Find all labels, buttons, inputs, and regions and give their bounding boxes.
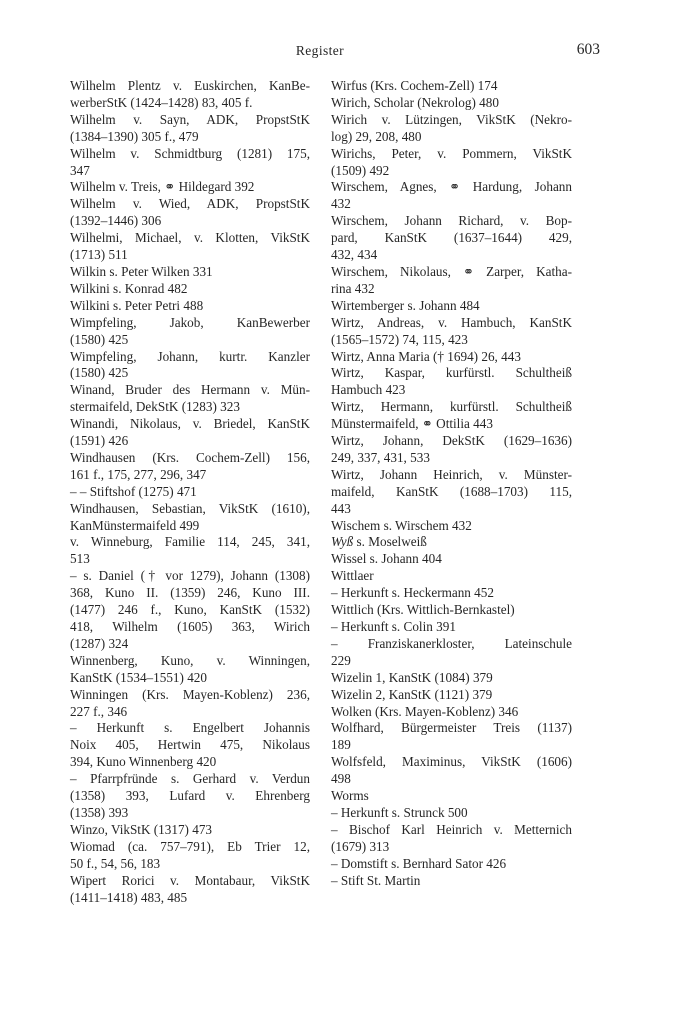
index-entry-line: – s. Daniel († vor 1279), Johann (1308) [70, 568, 310, 584]
index-entry-line: Wolfhard, Bürgermeister Treis (1137) [331, 720, 572, 736]
index-entry-line: Wolken (Krs. Mayen-Koblenz) 346 [331, 703, 519, 719]
index-entry-line: (1384–1390) 305 f., 479 [70, 128, 199, 144]
index-entry [70, 653, 310, 687]
index-entry-line: Wirtemberger s. Johann 484 [331, 297, 480, 313]
index-entry-line: Windhausen, Sebastian, VikStK (1610), [70, 500, 310, 516]
index-entry-line: Münstermaifeld, ⚭ Ottilia 443 [331, 416, 493, 432]
index-entry-line: Wimpfeling, Johann, kurtr. Kanzler [70, 348, 310, 364]
index-entry [331, 873, 572, 890]
index-entry [331, 264, 572, 298]
index-entry [331, 822, 572, 856]
index-entry-line: Wirschem, Agnes, ⚭ Hardung, Johann [331, 179, 572, 195]
index-entry-line: – Stift St. Martin [331, 872, 421, 888]
index-entry-line: Wiomad (ca. 757–791), Eb Trier 12, [70, 838, 310, 854]
index-entry [331, 568, 572, 585]
index-entry [70, 771, 310, 822]
index-entry-line: – – Stiftshof (1275) 471 [70, 483, 197, 499]
index-entry-line: (1565–1572) 74, 115, 423 [331, 331, 468, 347]
index-entry [70, 450, 310, 484]
index-entry-line: 498 [331, 771, 351, 787]
index-entry [70, 568, 310, 653]
index-entry-line: (1580) 425 [70, 331, 129, 347]
index-entry-line: Winningen (Krs. Mayen-Koblenz) 236, [70, 686, 310, 702]
index-entry [331, 687, 572, 704]
index-entry-line: (1411–1418) 483, 485 [70, 889, 188, 905]
index-entry [70, 839, 310, 873]
index-entry-line: – Herkunft s. Heckermann 452 [331, 585, 494, 601]
index-entry [331, 585, 572, 602]
index-entry-line: Wilkini s. Peter Petri 488 [70, 297, 204, 313]
index-entry [70, 873, 310, 907]
index-entry [70, 196, 310, 230]
index-entry-line: (1477) 246 f., Kuno, KanStK (1532) [70, 602, 310, 618]
index-entry [331, 365, 572, 399]
index-entry [70, 416, 310, 450]
index-entry-line: log) 29, 208, 480 [331, 128, 422, 144]
index-entry-line: Wilhelm v. Treis, ⚭ Hildegard 392 [70, 179, 255, 195]
index-entry [331, 399, 572, 433]
index-entry [70, 382, 310, 416]
index-entry-line: – Domstift s. Bernhard Sator 426 [331, 855, 507, 871]
running-title: Register [295, 43, 345, 58]
index-entry-line: – Herkunft s. Engelbert Johannis [70, 720, 310, 736]
index-entry-line: 229 [331, 652, 351, 668]
index-entry-line: Wirich, Scholar (Nekrolog) 480 [331, 94, 499, 110]
index-entry-line: werberStK (1424–1428) 83, 405 f. [70, 94, 253, 110]
index-entry-line: – Bischof Karl Heinrich v. Metternich [331, 821, 572, 837]
index-entry-line: (1358) 393, Lufard v. Ehrenberg [70, 788, 310, 804]
index-entry-line: Wilhelmi, Michael, v. Klotten, VikStK [70, 230, 310, 246]
index-entry-line: Wirfus (Krs. Cochem-Zell) 174 [331, 78, 498, 93]
index-entry-line: rina 432 [331, 280, 375, 296]
index-entry-line: (1509) 492 [331, 162, 390, 178]
index-entry [70, 501, 310, 535]
index-entry [331, 349, 572, 366]
index-entry [70, 484, 310, 501]
index-entry-line: – Franziskanerkloster, Lateinschule [331, 635, 572, 651]
index-entry-line: – Pfarrpfründe s. Gerhard v. Verdun [70, 771, 310, 787]
index-entry-line: Wilkini s. Konrad 482 [70, 280, 188, 296]
index-entry-line: Worms [331, 788, 369, 804]
index-column-right [331, 78, 572, 890]
index-entry [331, 636, 572, 670]
index-entry-line: (1358) 393 [70, 804, 129, 820]
index-entry [331, 551, 572, 568]
index-entry-line: Wilhelm v. Schmidtburg (1281) 175, [70, 145, 310, 161]
index-entry-line: Wyß s. Moselweiß [331, 534, 427, 550]
index-entry [331, 754, 572, 788]
index-entry [70, 349, 310, 383]
index-entry-line: Wittlaer [331, 568, 374, 584]
index-entry-line: 347 [70, 162, 90, 178]
index-entry-line: Hambuch 423 [331, 382, 406, 398]
page-number: 603 [576, 41, 600, 58]
index-entry-line: 161 f., 175, 277, 296, 347 [70, 466, 207, 482]
index-entry-line: pard, KanStK (1637–1644) 429, [331, 230, 572, 246]
index-entry-line: 432 [331, 196, 351, 212]
index-entry-line: Winand, Bruder des Hermann v. Mün- [70, 382, 310, 398]
index-entry-line: (1679) 313 [331, 838, 390, 854]
index-entry [331, 856, 572, 873]
index-entry-line: (1713) 511 [70, 247, 128, 263]
index-entry [331, 146, 572, 180]
index-entry [70, 146, 310, 180]
index-entry [331, 95, 572, 112]
index-entry-line: Wirtz, Andreas, v. Hambuch, KanStK [331, 314, 572, 330]
index-entry-line: Wirtz, Kaspar, kurfürstl. Schultheiß [331, 365, 572, 381]
index-entry-line: v. Winneburg, Familie 114, 245, 341, [70, 534, 310, 550]
index-entry-line: (1287) 324 [70, 635, 129, 651]
index-entry [331, 467, 572, 518]
index-column-left [70, 78, 310, 906]
index-entry-line: Wirtz, Anna Maria († 1694) 26, 443 [331, 348, 521, 364]
index-entry-line: Wizelin 2, KanStK (1121) 379 [331, 686, 493, 702]
index-entry-line: Windhausen (Krs. Cochem-Zell) 156, [70, 449, 310, 465]
index-entry-line: Wirtz, Johann Heinrich, v. Münster- [331, 466, 572, 482]
index-entry-line: Wirtz, Johann, DekStK (1629–1636) [331, 433, 572, 449]
index-entry-line: Wilhelm v. Sayn, ADK, PropstStK [70, 111, 310, 127]
index-entry [331, 179, 572, 213]
index-entry [331, 670, 572, 687]
index-entry [331, 298, 572, 315]
index-entry-line: KanStK (1534–1551) 420 [70, 669, 207, 685]
index-entry-line: Winnenberg, Kuno, v. Winningen, [70, 652, 310, 668]
index-entry [331, 534, 572, 551]
index-entry [70, 315, 310, 349]
index-entry-line: 513 [70, 551, 90, 567]
index-entry-line: 249, 337, 431, 533 [331, 449, 430, 465]
running-header [0, 41, 700, 63]
index-entry [331, 315, 572, 349]
index-entry [70, 264, 310, 281]
index-entry-line: 189 [331, 737, 351, 753]
index-entry-line: (1392–1446) 306 [70, 213, 162, 229]
index-entry-line: stermaifeld, DekStK (1283) 323 [70, 399, 240, 415]
index-entry [70, 112, 310, 146]
index-entry-line: Winandi, Nikolaus, v. Briedel, KanStK [70, 416, 310, 432]
index-entry-line: 368, Kuno II. (1359) 246, Kuno III. [70, 585, 310, 601]
index-entry-line: Wizelin 1, KanStK (1084) 379 [331, 669, 493, 685]
index-entry-line: Wirschem, Nikolaus, ⚭ Zarper, Katha- [331, 263, 572, 279]
index-entry-line: Wilkin s. Peter Wilken 331 [70, 263, 213, 279]
index-entry-line: Wilhelm v. Wied, ADK, PropstStK [70, 196, 310, 212]
index-entry [331, 433, 572, 467]
index-entry [331, 518, 572, 535]
index-entry-line: Wimpfeling, Jakob, KanBewerber [70, 314, 310, 330]
index-entry-line: – Herkunft s. Strunck 500 [331, 804, 468, 820]
index-entry-line: Wolfsfeld, Maximinus, VikStK (1606) [331, 754, 572, 770]
index-entry [331, 619, 572, 636]
index-entry-line: 50 f., 54, 56, 183 [70, 855, 161, 871]
index-entry [70, 298, 310, 315]
index-entry-line: (1580) 425 [70, 365, 129, 381]
index-entry-line: Noix 405, Hertwin 475, Nikolaus [70, 737, 310, 753]
index-entry [331, 213, 572, 264]
index-entry-line: 432, 434 [331, 247, 378, 263]
index-entry-line: Winzo, VikStK (1317) 473 [70, 821, 213, 837]
index-entry [70, 720, 310, 771]
index-entry [331, 720, 572, 754]
index-entry [331, 602, 572, 619]
index-entry-line: Wirschem, Johann Richard, v. Bop- [331, 213, 572, 229]
index-entry [70, 534, 310, 568]
index-entry-line: Wirichs, Peter, v. Pommern, VikStK [331, 145, 572, 161]
index-entry-line: 443 [331, 500, 351, 516]
index-entry-line: Wirich v. Lützingen, VikStK (Nekro- [331, 111, 572, 127]
index-entry [331, 112, 572, 146]
index-entry-line: (1591) 426 [70, 433, 129, 449]
index-entry-line: Wittlich (Krs. Wittlich-Bernkastel) [331, 602, 515, 618]
index-entry-line: Wipert Rorici v. Montabaur, VikStK [70, 872, 310, 888]
index-entry [70, 78, 310, 112]
index-entry [70, 281, 310, 298]
index-entry-line: 227 f., 346 [70, 703, 128, 719]
index-entry-line: KanMünstermaifeld 499 [70, 517, 200, 533]
index-entry [331, 704, 572, 721]
index-entry [331, 805, 572, 822]
index-entry-line: Wirtz, Hermann, kurfürstl. Schultheiß [331, 399, 572, 415]
index-entry-line: Wischem s. Wirschem 432 [331, 517, 472, 533]
index-entry-line: Wilhelm Plentz v. Euskirchen, KanBe- [70, 78, 310, 93]
index-entry-line: – Herkunft s. Colin 391 [331, 619, 456, 634]
index-entry-line: maifeld, KanStK (1688–1703) 115, [331, 483, 572, 499]
index-entry [70, 822, 310, 839]
index-entry [70, 687, 310, 721]
index-entry [70, 179, 310, 196]
index-entry [331, 78, 572, 95]
index-entry-line: 418, Wilhelm (1605) 363, Wirich [70, 619, 310, 634]
index-entry-line: 394, Kuno Winnenberg 420 [70, 754, 217, 770]
index-entry [70, 230, 310, 264]
index-entry-line: Wissel s. Johann 404 [331, 551, 442, 567]
index-entry [331, 788, 572, 805]
